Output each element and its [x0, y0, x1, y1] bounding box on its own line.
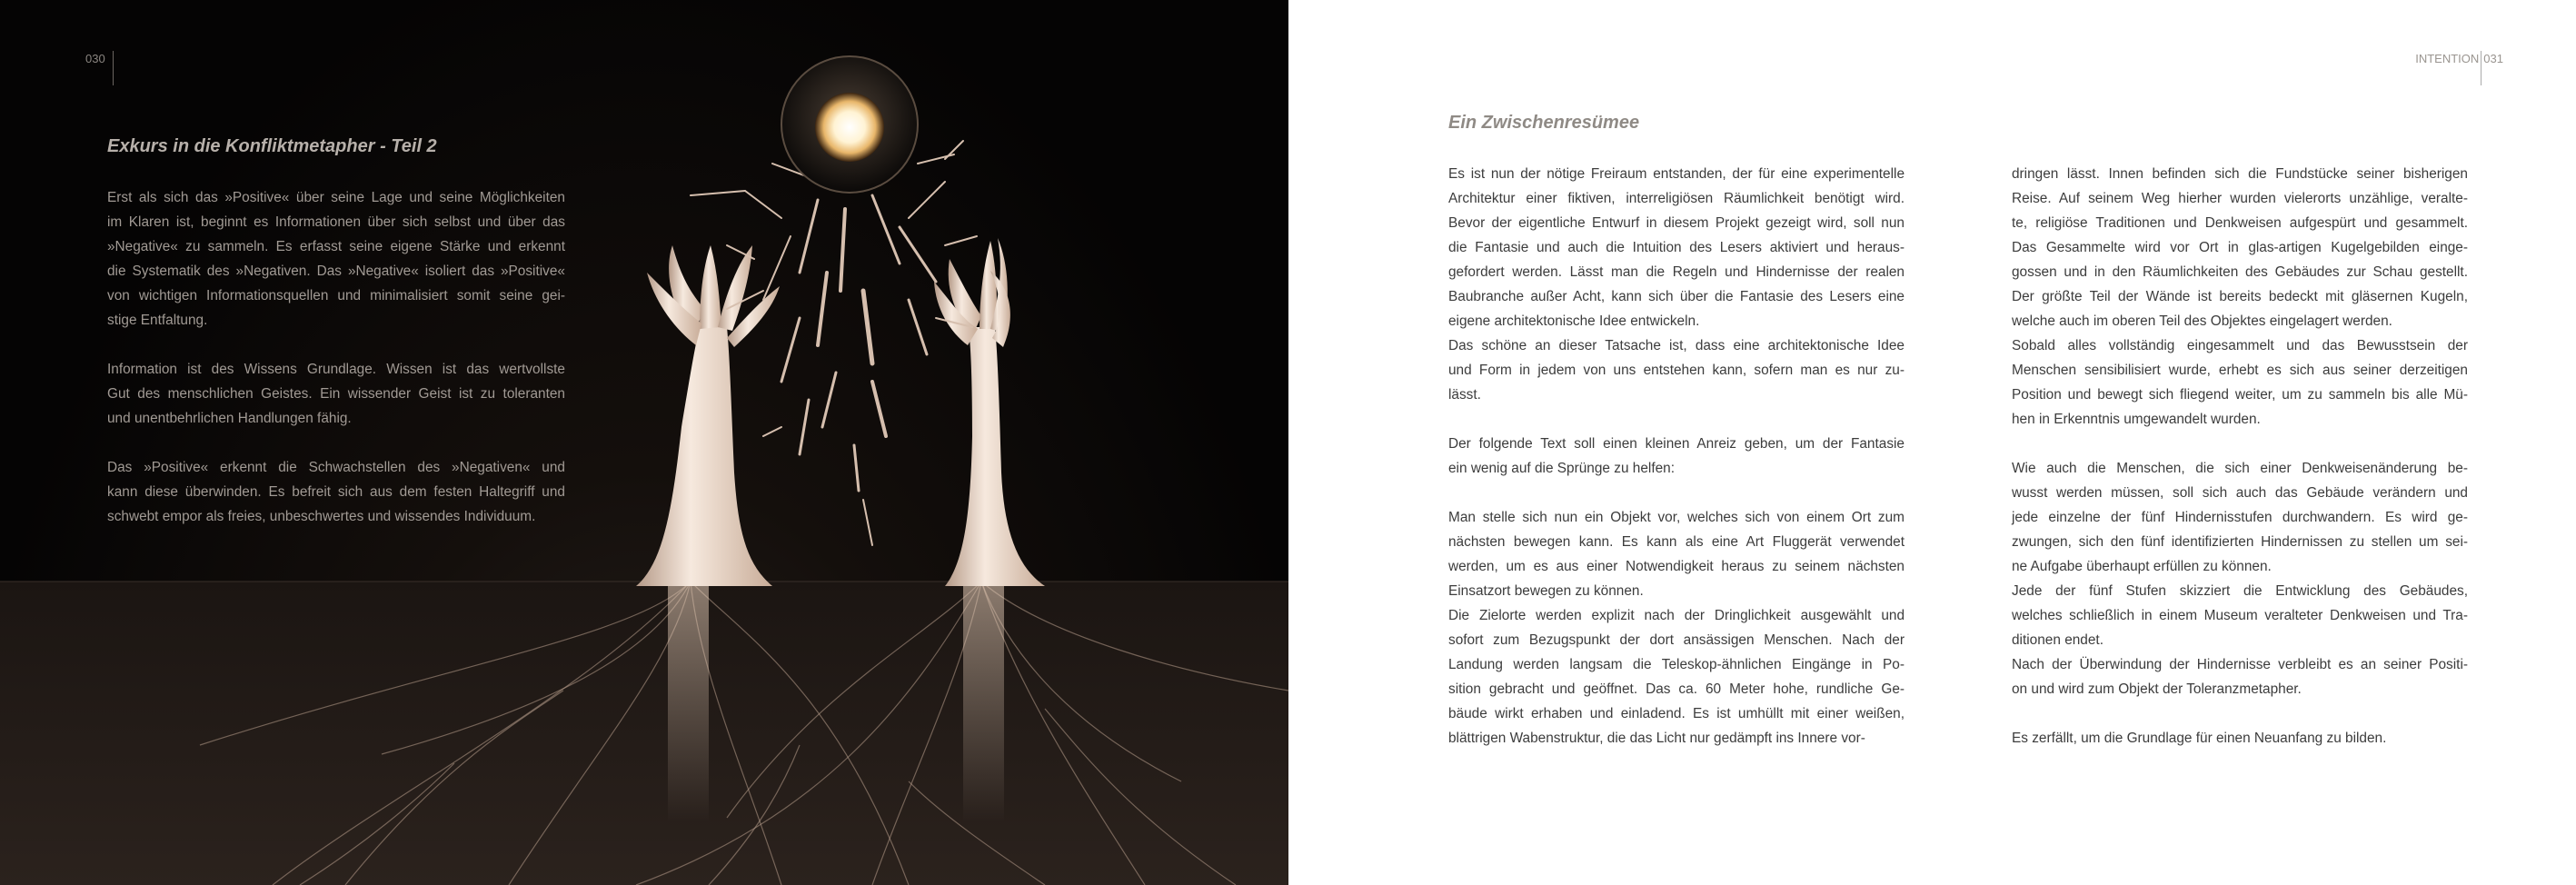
right-page-number: 031	[2483, 52, 2503, 65]
text-line: ne Aufgabe überhaupt erfüllen zu können.	[2012, 559, 2272, 574]
text-line: gefordert werden. Lässt man die Regeln und Hindernisse der realen	[1448, 264, 1905, 280]
text-line: nächsten bewegen kann. Es kann als eine Art Fluggerät verwendet	[1448, 534, 1905, 550]
text-line: Baubranche außer Acht, kann sich über die Fantasie des Lesers eine	[1448, 289, 1905, 304]
folio-rule	[2481, 51, 2482, 85]
text-line: die Fantasie und auch die Intuition des Lesers aktiviert und heraus-	[1448, 240, 1905, 255]
text-line: Reise. Auf seinem Weg hierher wurden vielerorts unzählige, veralte-	[2012, 191, 2468, 206]
text-line: Architektur einer fiktiven, interreligiösen Räumlichkeit benötigt wird.	[1448, 191, 1905, 206]
text-line: Einsatzort bewegen zu können.	[1448, 583, 1644, 599]
paragraph-gap	[2012, 701, 2468, 726]
text-line: Sobald alles vollständig eingesammelt und das Bewusstsein der	[2012, 338, 2468, 353]
right-body-column-2	[2012, 162, 2468, 751]
text-line: und unentbehrlichen Handlungen fähig.	[107, 411, 352, 426]
text-line: gossen und in den Räumlichkeiten des Gebäudes zur Schau gestellt.	[2012, 264, 2468, 280]
text-line: welches schließlich in einem Museum veralteter Denkweisen und Tra-	[2012, 608, 2468, 623]
right-page	[1288, 0, 2576, 885]
text-line: lässt.	[1448, 387, 1481, 403]
text-line: te, religiöse Traditionen und Denkweisen aufgespürt und gesammelt.	[2012, 215, 2468, 231]
text-line: im Klaren ist, beginnt es Informationen über sich selbst und über das	[107, 214, 565, 230]
text-line: on und wird zum Objekt der Toleranzmetapher.	[2012, 681, 2302, 697]
left-hand-reflection	[668, 586, 709, 822]
right-folio	[2415, 51, 2503, 85]
left-heading: Exkurs in die Konfliktmetapher - Teil 2	[107, 136, 437, 156]
running-head: INTENTION	[2415, 52, 2480, 65]
text-line: und Form in jedem von uns entstehen kann, sofern man es nur zu-	[1448, 363, 1905, 378]
text-line: Es zerfällt, um die Grundlage für einen Neuanfang zu bilden.	[2012, 731, 2387, 746]
paragraph-gap	[107, 431, 565, 455]
text-line: blättrigen Wabenstruktur, die das Licht nur gedämpft ins Innere vor-	[1448, 731, 1865, 746]
right-heading: Ein Zwischenresümee	[1448, 113, 1640, 133]
text-line: Gut des menschlichen Geistes. Ein wissender Geist ist zu toleranten	[107, 386, 565, 402]
text-line: werden, um es aus einer Notwendigkeit heraus zu seinem nächsten	[1448, 559, 1905, 574]
right-hand-reflection	[963, 586, 1004, 822]
text-line: »Negative« zu sammeln. Es erfasst seine eigene Stärke und erkennt	[107, 239, 565, 254]
paragraph-gap	[2012, 432, 2468, 456]
text-line: Nach der Überwindung der Hindernisse verbleibt es an seiner Positi-	[2012, 657, 2468, 672]
text-line: bäude wirkt erhaben und einladend. Es ist umhüllt mit einer weißen,	[1448, 706, 1905, 721]
text-line: Der größte Teil der Wände ist bereits bedeckt mit gläsernen Kugeln,	[2012, 289, 2468, 304]
text-line: dringen lässt. Innen befinden sich die Fundstücke seiner bisherigen	[2012, 166, 2468, 182]
text-line: Die Zielorte werden explizit nach der Dringlichkeit ausgewählt und	[1448, 608, 1905, 623]
text-line: Das Gesammelte wird vor Ort in glas-artigen Kugelgebilden einge-	[2012, 240, 2468, 255]
text-line: sition gebracht und geöffnet. Das ca. 60 Meter hohe, rundliche Ge-	[1448, 681, 1905, 697]
text-line: Information ist des Wissens Grundlage. Wissen ist das wertvollste	[107, 362, 565, 377]
text-line: Das schöne an dieser Tatsache ist, dass eine architektonische Idee	[1448, 338, 1905, 353]
text-line: Menschen sensibilisiert wurde, erhebt es sich aus seiner derzeitigen	[2012, 363, 2468, 378]
text-line: welche auch im oberen Teil des Objektes eingelagert werden.	[2012, 313, 2392, 329]
text-line: Es ist nun der nötige Freiraum entstanden, der für eine experimentelle	[1448, 166, 1905, 182]
left-page-number: 030	[85, 51, 114, 85]
text-line: stige Entfaltung.	[107, 313, 208, 328]
text-line: Erst als sich das »Positive« über seine Lage und seine Möglichkeiten	[107, 190, 565, 205]
text-line: schwebt empor als freies, unbeschwertes und wissendes Individuum.	[107, 509, 536, 524]
text-line: Man stelle sich nun ein Objekt vor, welches sich von einem Ort zum	[1448, 510, 1905, 525]
floor	[0, 582, 1288, 885]
text-line: sofort zum Bezugspunkt der dort ansässigen Menschen. Nach der	[1448, 632, 1905, 648]
text-line: Landung werden langsam die Teleskop-ähnlichen Eingänge in Po-	[1448, 657, 1905, 672]
paragraph-gap	[1448, 407, 1905, 432]
text-line: ein wenig auf die Sprünge zu helfen:	[1448, 461, 1675, 476]
paragraph-gap	[107, 333, 565, 357]
text-line: kann diese überwinden. Es befreit sich aus dem festen Haltegriff und	[107, 484, 565, 500]
text-line: Das »Positive« erkennt die Schwachstellen des »Negativen« und	[107, 460, 565, 475]
text-line: eigene architektonische Idee entwickeln.	[1448, 313, 1700, 329]
text-line: Wie auch die Menschen, die sich einer Denkweisenänderung be-	[2012, 461, 2468, 476]
text-line: jede einzelne der fünf Hindernisstufen durchwandern. Es wird ge-	[2012, 510, 2468, 525]
text-line: ditionen endet.	[2012, 632, 2104, 648]
text-line: Bevor der eigentliche Entwurf in diesem Projekt gezeigt wird, soll nun	[1448, 215, 1905, 231]
text-line: Position und bewegt sich fliegend weiter, um zu sammeln bis alle Mü-	[2012, 387, 2468, 403]
text-line: Jede der fünf Stufen skizziert die Entwicklung des Gebäudes,	[2012, 583, 2468, 599]
right-body-column-1	[1448, 162, 1905, 751]
left-hand	[636, 245, 780, 586]
text-line: hen in Erkenntnis umgewandelt wurden.	[2012, 412, 2261, 427]
text-line: Der folgende Text soll einen kleinen Anreiz geben, um der Fantasie	[1448, 436, 1905, 452]
text-line: zwungen, sich den fünf identifizierten Hindernissen zu stellen um sei-	[2012, 534, 2468, 550]
glowing-orb	[815, 93, 884, 162]
paragraph-gap	[1448, 481, 1905, 505]
text-line: wusst werden müssen, soll sich auch das Gebäude verändern und	[2012, 485, 2468, 501]
text-line: von wichtigen Informationsquellen und minimalisiert somit seine gei-	[107, 288, 565, 303]
text-line: die Systematik des »Negativen. Das »Negative« isoliert das »Positive«	[107, 264, 565, 279]
left-body-text	[107, 185, 565, 529]
right-hand	[934, 238, 1045, 586]
